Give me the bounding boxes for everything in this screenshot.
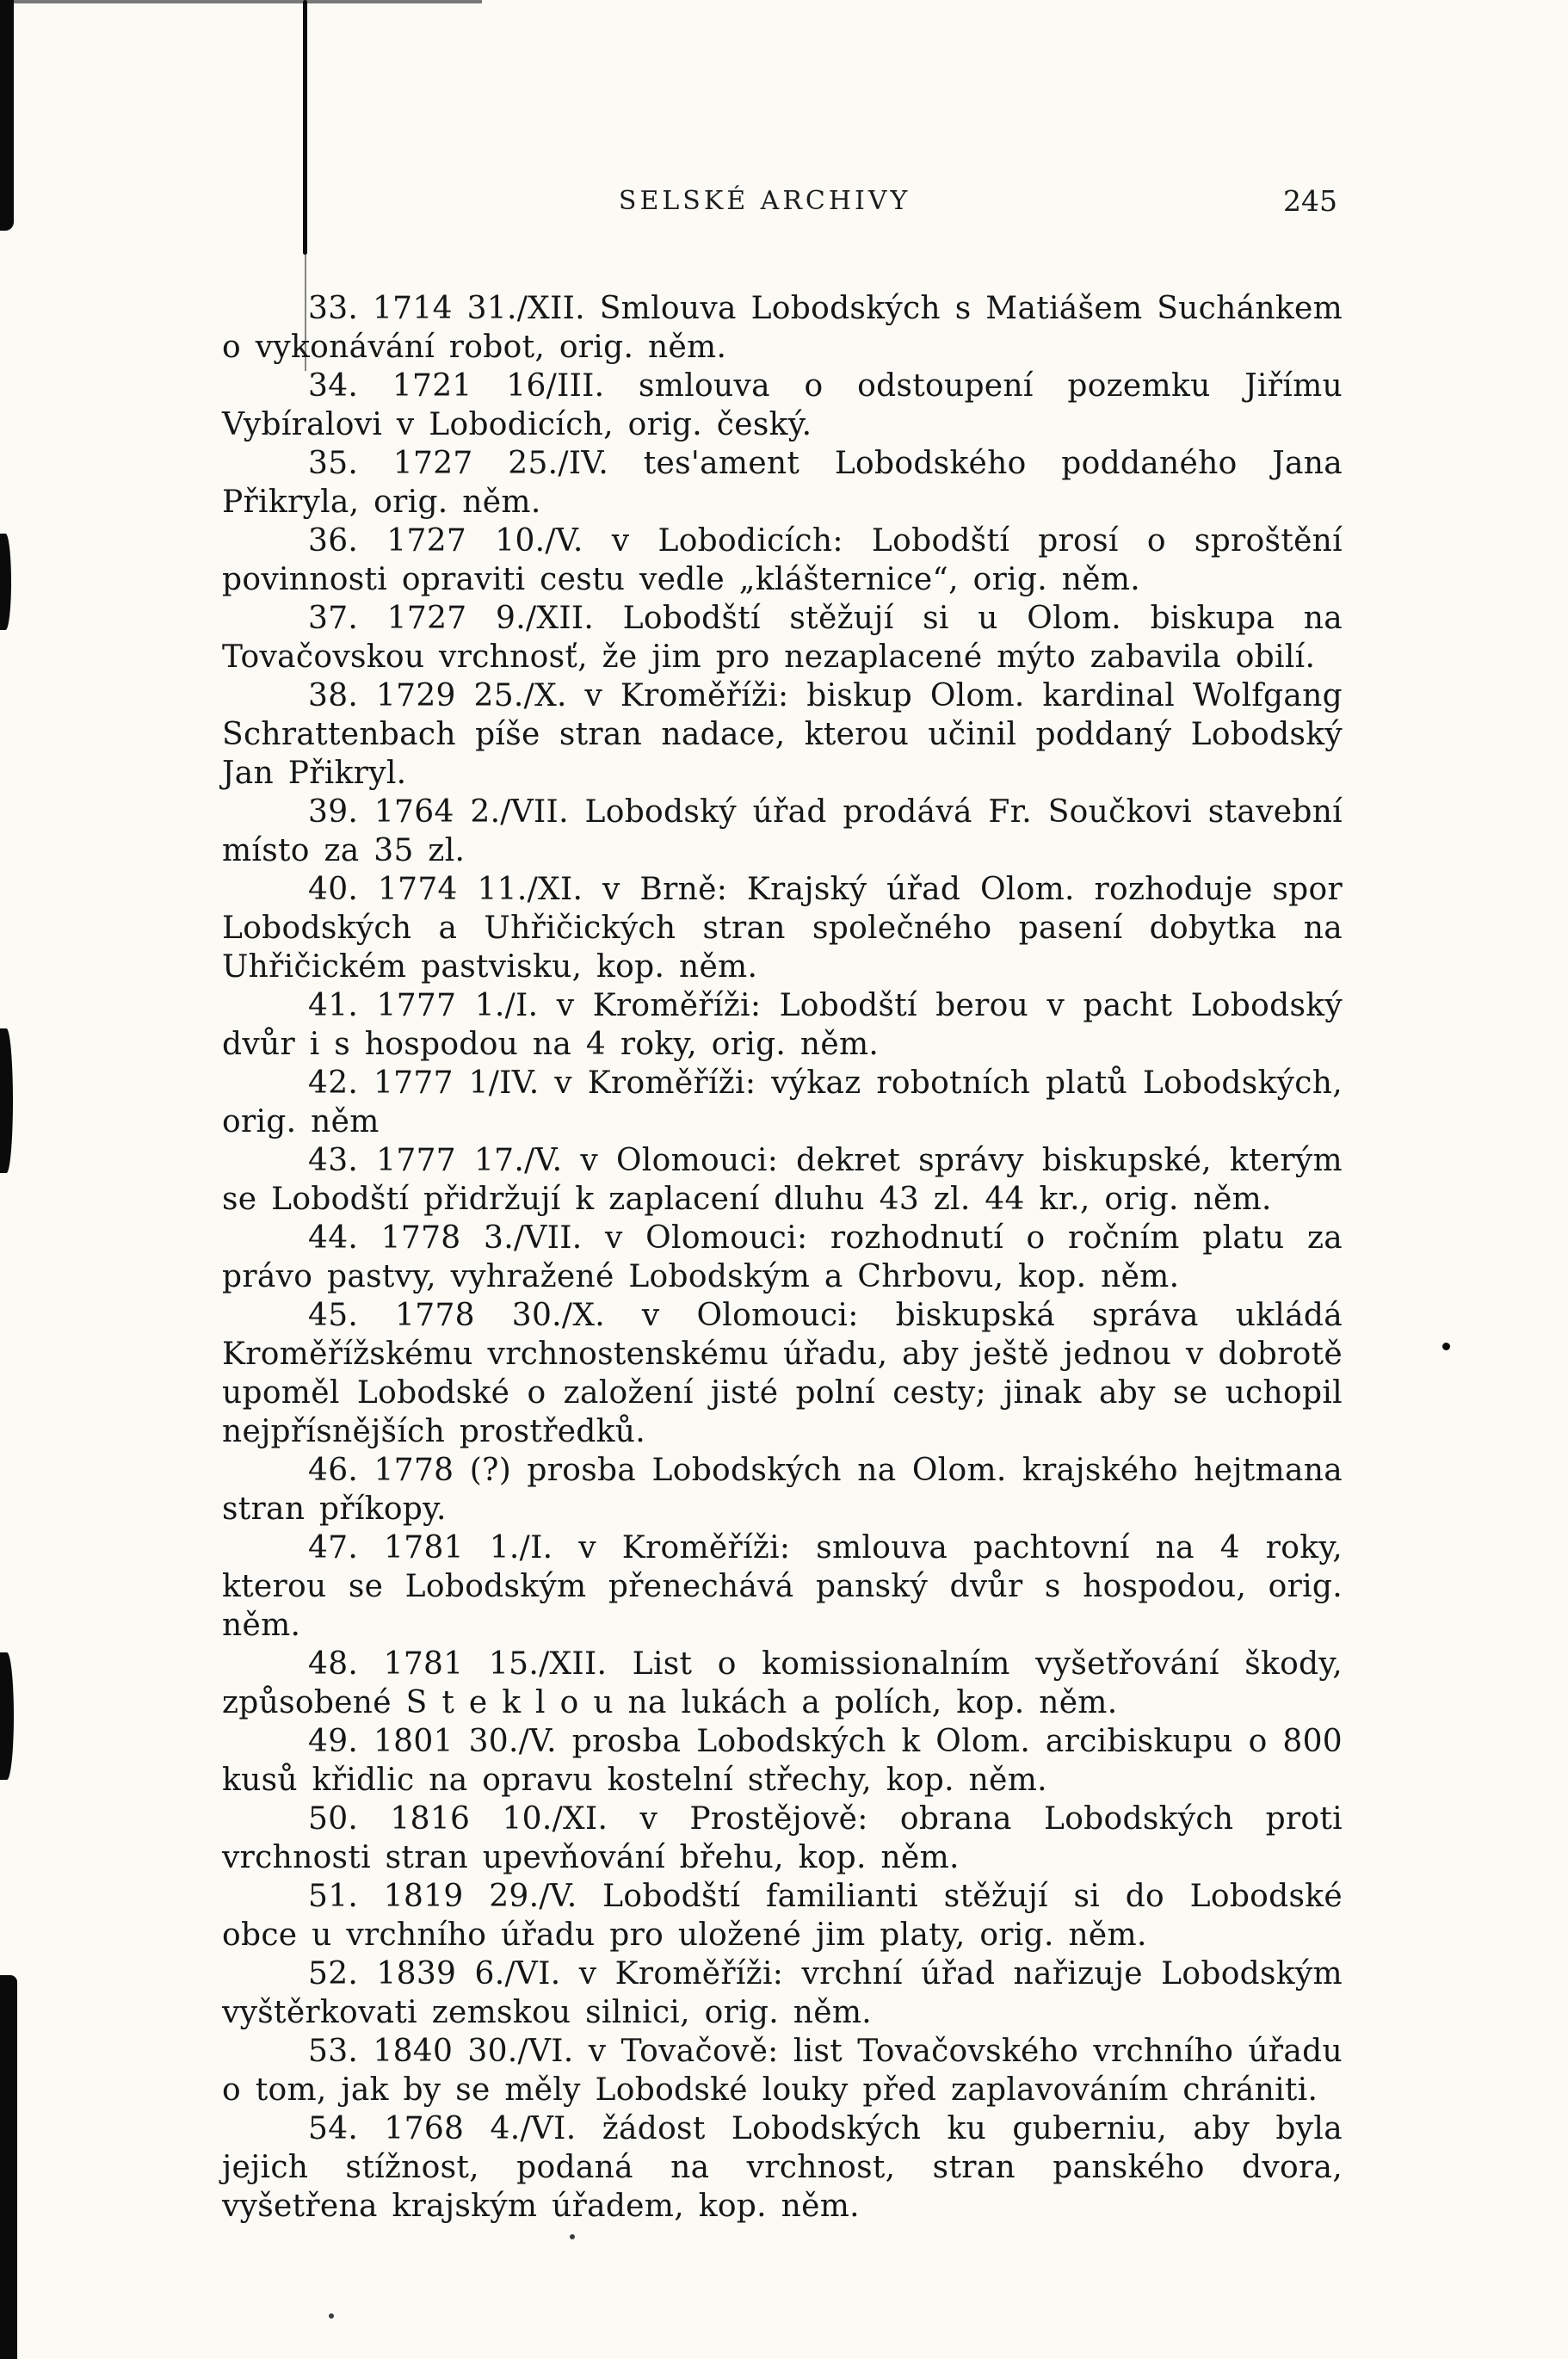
scan-artifact-ink-dot-right <box>1442 1343 1450 1350</box>
scan-artifact-ink-dot-bottom <box>329 2313 334 2319</box>
archive-entry-38: 38. 1729 25./X. v Kroměříži: biskup Olom. kardinal Wolfgang Schrattenbach píše stran nadace, kterou učinil poddaný Lobodský Jan Přikryl. <box>222 678 1343 791</box>
running-head <box>222 186 1343 224</box>
archive-entry-34: 34. 1721 16/III. smlouva o odstoupení pozemku Jiřímu Vybíralovi v Lobodicích, orig. český. <box>222 368 1343 442</box>
archive-entry-45: 45. 1778 30./X. v Olomouci: biskupská správa ukládá Kroměřížskému vrchnostenskému úřadu, aby ještě jednou v dobrotě upoměl Lobodské o založení jisté polní cesty; jinak aby se uchopil nejpřísnějších prostředků. <box>222 1298 1343 1449</box>
scan-artifact-left-blob-2 <box>0 1028 13 1173</box>
page-header-title: SELSKÉ ARCHIVY <box>618 186 911 216</box>
archive-entry-33: 33. 1714 31./XII. Smlouva Lobodských s Matiášem Suchánkem o vykonávání robot, orig. něm. <box>222 291 1343 365</box>
scan-artifact-ink-dot-bottom <box>570 2234 575 2239</box>
archive-entry-42: 42. 1777 1/IV. v Kroměříži: výkaz robotních platů Lobodských, orig. něm <box>222 1065 1343 1139</box>
archive-entry-37: 37. 1727 9./XII. Lobodští stěžují si u Olom. biskupa na Tovačovskou vrchnosť, že jim pro nezaplacené mýto zabavila obilí. <box>222 601 1343 675</box>
archive-entry-53: 53. 1840 30./VI. v Tovačově: list Tovačovského vrchního úřadu o tom, jak by se měly Lobodské louky před zaplavováním chrániti. <box>222 2034 1343 2108</box>
scan-artifact-top-left-bar <box>0 0 14 231</box>
archive-entry-40: 40. 1774 11./XI. v Brně: Krajský úřad Olom. rozhoduje spor Lobodských a Uhřičických stran společného pasení dobytka na Uhřičickém pastvisku, kop. něm. <box>222 872 1343 985</box>
archive-entry-54: 54. 1768 4./VI. žádost Lobodských ku guberniu, aby byla jejich stížnost, podaná na vrchnost, stran panského dvora, vyšetřena krajským úřadem, kop. něm. <box>222 2111 1343 2224</box>
archive-entry-list <box>222 289 1343 2226</box>
archive-entry-41: 41. 1777 1./I. v Kroměříži: Lobodští berou v pacht Lobodský dvůr i s hospodou na 4 roky, orig. něm. <box>222 988 1343 1062</box>
archive-entry-52: 52. 1839 6./VI. v Kroměříži: vrchní úřad nařizuje Lobodským vyštěrkovati zemskou silnici, orig. něm. <box>222 1956 1343 2030</box>
archive-entry-46: 46. 1778 (?) prosba Lobodských na Olom. krajského hejtmana stran příkopy. <box>222 1453 1343 1527</box>
scan-artifact-left-blob-1 <box>0 534 11 630</box>
archive-entry-39: 39. 1764 2./VII. Lobodský úřad prodává Fr. Součkovi stavební místo za 35 zl. <box>222 794 1343 868</box>
archive-entry-51: 51. 1819 29./V. Lobodští familianti stěžují si do Lobodské obce u vrchního úřadu pro uložené jim platy, orig. něm. <box>222 1879 1343 1953</box>
archive-entry-49: 49. 1801 30./V. prosba Lobodských k Olom. arcibiskupu o 800 kusů křidlic na opravu kostelní střechy, kop. něm. <box>222 1724 1343 1798</box>
scan-artifact-bottom-left-bar <box>0 1975 17 2359</box>
archive-entry-48: 48. 1781 15./XII. List o komissionalním vyšetřování škody, způsobené S t e k l o u na lukách a polích, kop. něm. <box>222 1646 1343 1720</box>
archive-entry-50: 50. 1816 10./XI. v Prostějově: obrana Lobodských proti vrchnosti stran upevňování břehu, kop. něm. <box>222 1801 1343 1875</box>
archive-entry-43: 43. 1777 17./V. v Olomouci: dekret správy biskupské, kterým se Lobodští přidržují k zaplacení dluhu 43 zl. 44 kr., orig. něm. <box>222 1143 1343 1217</box>
scan-artifact-left-blob-3 <box>0 1652 14 1780</box>
scan-artifact-top-edge <box>0 0 482 3</box>
page-number: 245 <box>1283 184 1337 218</box>
archive-entry-44: 44. 1778 3./VII. v Olomouci: rozhodnutí o ročním platu za právo pastvy, vyhražené Lobodským a Chrbovu, kop. něm. <box>222 1220 1343 1294</box>
archive-entry-36: 36. 1727 10./V. v Lobodicích: Lobodští prosí o sproštění povinnosti opraviti cestu vedle „klášternice“, orig. něm. <box>222 523 1343 597</box>
archive-entry-47: 47. 1781 1./I. v Kroměříži: smlouva pachtovní na 4 roky, kterou se Lobodským přenechává panský dvůr s hospodou, orig. něm. <box>222 1530 1343 1643</box>
archive-entry-35: 35. 1727 25./IV. tes'ament Lobodského poddaného Jana Přikryla, orig. něm. <box>222 446 1343 520</box>
